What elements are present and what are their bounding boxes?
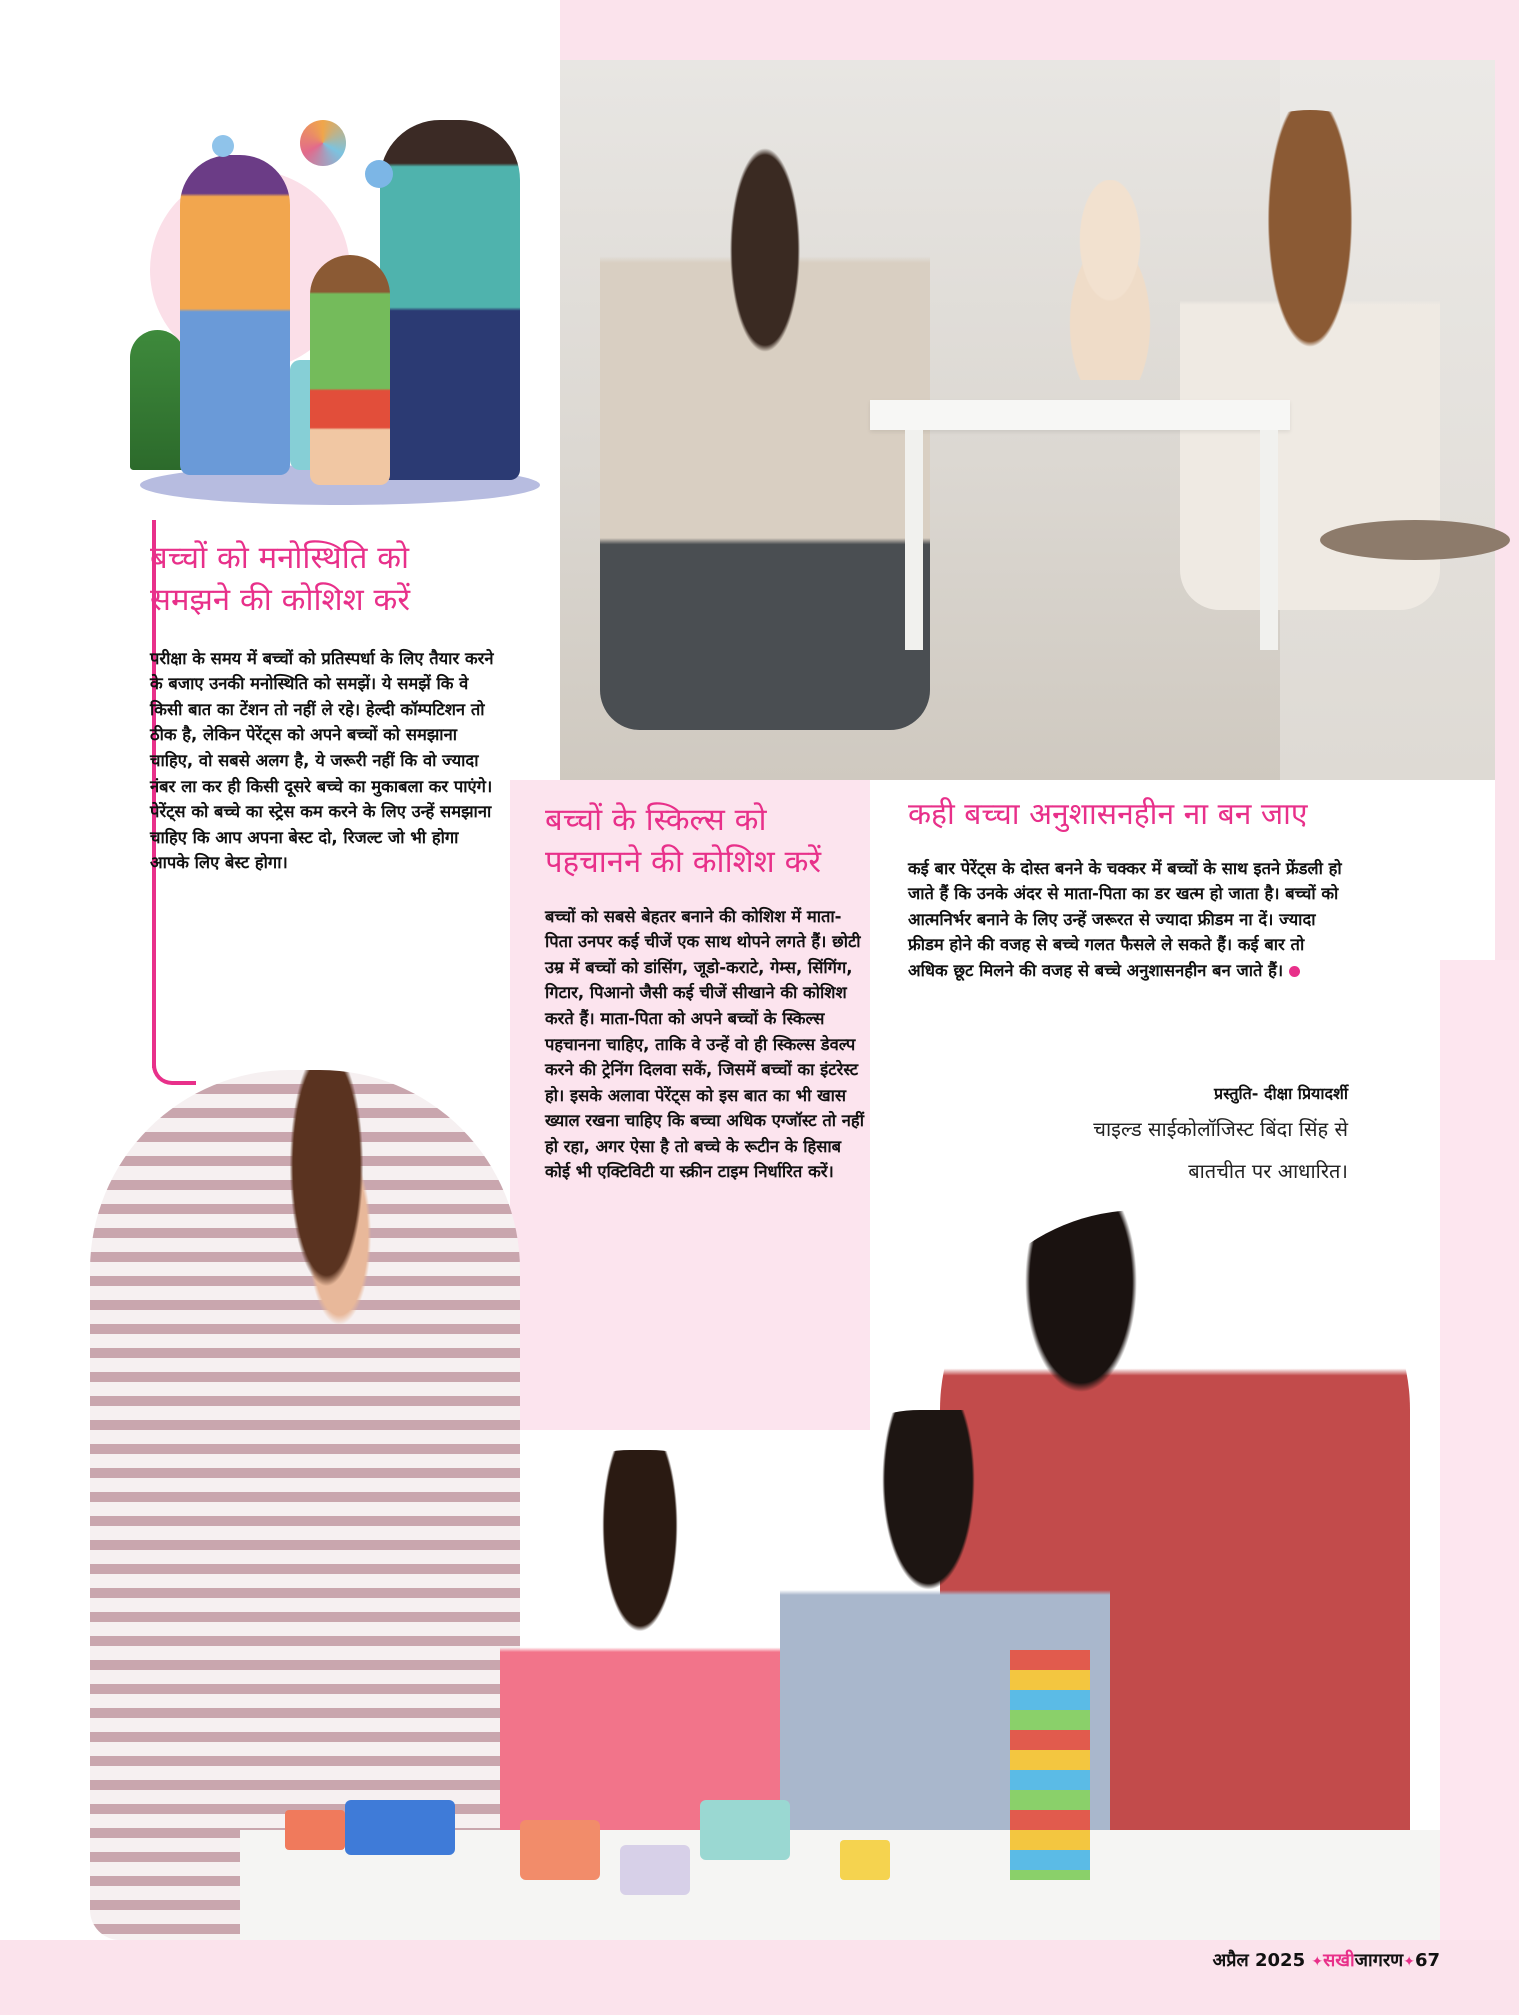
photo-toy-block: [840, 1840, 890, 1880]
photo-toy-block: [620, 1845, 690, 1895]
section-skills: [545, 800, 865, 1185]
photo-table-top: [870, 400, 1290, 430]
section-body: कई बार पेरेंट्स के दोस्त बनने के चक्कर में बच्चों के साथ इतने फ्रेंडली हो जाते हैं कि उनके अंदर से माता-पिता का डर खत्म हो जाता है। बच्चों को आत्मनिर्भर बनाने के लिए उन्हें जरूरत से ज्यादा फ्रीडम ना दें। ज्यादा फ्रीडम होने की वजह से बच्चे गलत फैसले ले सकते हैं। कई बार तो अधिक छूट मिलने की वजह से बच्चे अनुशासनहीन बन जाते हैं।: [908, 858, 1342, 980]
illustration-bubble: [365, 160, 393, 188]
section-body: बच्चों को सबसे बेहतर बनाने की कोशिश में माता-पिता उनपर कई चीजें एक साथ थोपने लगते हैं। छोटी उम्र में बच्चों को डांसिंग, जूडो-कराटे, गेम्स, सिंगिंग, गिटार, पिआनो जैसी कई चीजें सीखाने की कोशिश करते हैं। माता-पिता को अपने बच्चों के स्किल्स पहचानना चाहिए, ताकि वे उन्हें वो ही स्किल्स डेवल्प करने की ट्रेनिंग दिलवा सकें, जिसमें बच्चों का इंटरेस्ट हो। इसके अलावा पेरेंट्स को इस बात का भी खास ख्याल रखना चाहिए कि बच्चा अधिक एग्जॉस्ट तो नहीं हो रहा, अगर ऐसा है तो बच्चे के रूटीन के हिसाब कोई भी एक्टिविटी या स्क्रीन टाइम निर्धारित करें।: [545, 906, 864, 1182]
section-mindset: [150, 538, 495, 876]
section-heading: कही बच्चा अनुशासनहीन ना बन जाए: [908, 797, 1308, 832]
photo-block-tower: [1010, 1650, 1090, 1880]
pink-side-band-lower: [1440, 960, 1519, 1960]
credit-source-line: बातचीत पर आधारित।: [1188, 1159, 1348, 1183]
end-bullet-icon: [1289, 966, 1300, 977]
illustration-planet: [300, 120, 346, 166]
section-discipline: [908, 795, 1348, 983]
photo-toy-block: [700, 1800, 790, 1860]
section-heading: बच्चों के स्किल्स को पहचानने की कोशिश करें: [545, 802, 822, 880]
photo-stool: [1320, 520, 1510, 560]
photo-toy-block: [285, 1810, 345, 1850]
illustration-mother: [180, 155, 290, 475]
star-icon: ✦: [1403, 1954, 1415, 1970]
column-accent-rule-curve: [152, 1063, 196, 1085]
page-footer: [1080, 1948, 1440, 1972]
footer-brand-part2: जागरण: [1354, 1950, 1404, 1971]
photo-toy-block: [520, 1820, 600, 1880]
photo-table-leg: [1260, 430, 1278, 650]
photo-toy-block: [345, 1800, 455, 1855]
illustration-bubble: [212, 135, 234, 157]
section-body: परीक्षा के समय में बच्चों को प्रतिस्पर्धा के लिए तैयार करने के बजाए उनकी मनोस्थिति को समझें। ये समझें कि वे किसी बात का टेंशन तो नहीं ले रहे। हेल्दी कॉम्पटिशन तो ठीक है, लेकिन पेरेंट्स को अपने बच्चों को समझाना चाहिए, वो सबसे अलग है, ये जरूरी नहीं कि वो ज्यादा नंबर ला कर ही किसी दूसरे बच्चे का मुकाबला कर पाएंगे। पेरेंट्स को बच्चे का स्ट्रेस कम करने के लिए उन्हें समझाना चाहिए कि आप अपना बेस्ट दो, रिजल्ट जो भी होगा आपके लिए बेस्ट होगा।: [150, 648, 494, 873]
credit-author: प्रस्तुति- दीक्षा प्रियादर्शी: [1214, 1084, 1348, 1103]
illustration-father: [380, 120, 520, 480]
article-credit: [908, 1082, 1348, 1188]
photo-table-leg: [905, 430, 923, 650]
pink-side-band: [1495, 60, 1519, 960]
illustration-plant: [130, 330, 185, 470]
footer-brand-part1: सखी: [1323, 1950, 1355, 1971]
star-icon: ✦: [1311, 1954, 1324, 1970]
illustration-child: [310, 255, 390, 485]
credit-source-line: चाइल्ड साईकोलॉजिस्ट बिंदा सिंह से: [1093, 1117, 1348, 1141]
photo-teddy-bear: [1040, 180, 1180, 380]
footer-date: अप्रैल 2025: [1212, 1950, 1306, 1971]
footer-page-number: 67: [1414, 1950, 1440, 1971]
section-body-wrapper: [908, 856, 1348, 984]
pink-band-top: [560, 0, 1519, 60]
section-heading: बच्चों को मनोस्थिति को समझने की कोशिश करें: [150, 540, 411, 618]
